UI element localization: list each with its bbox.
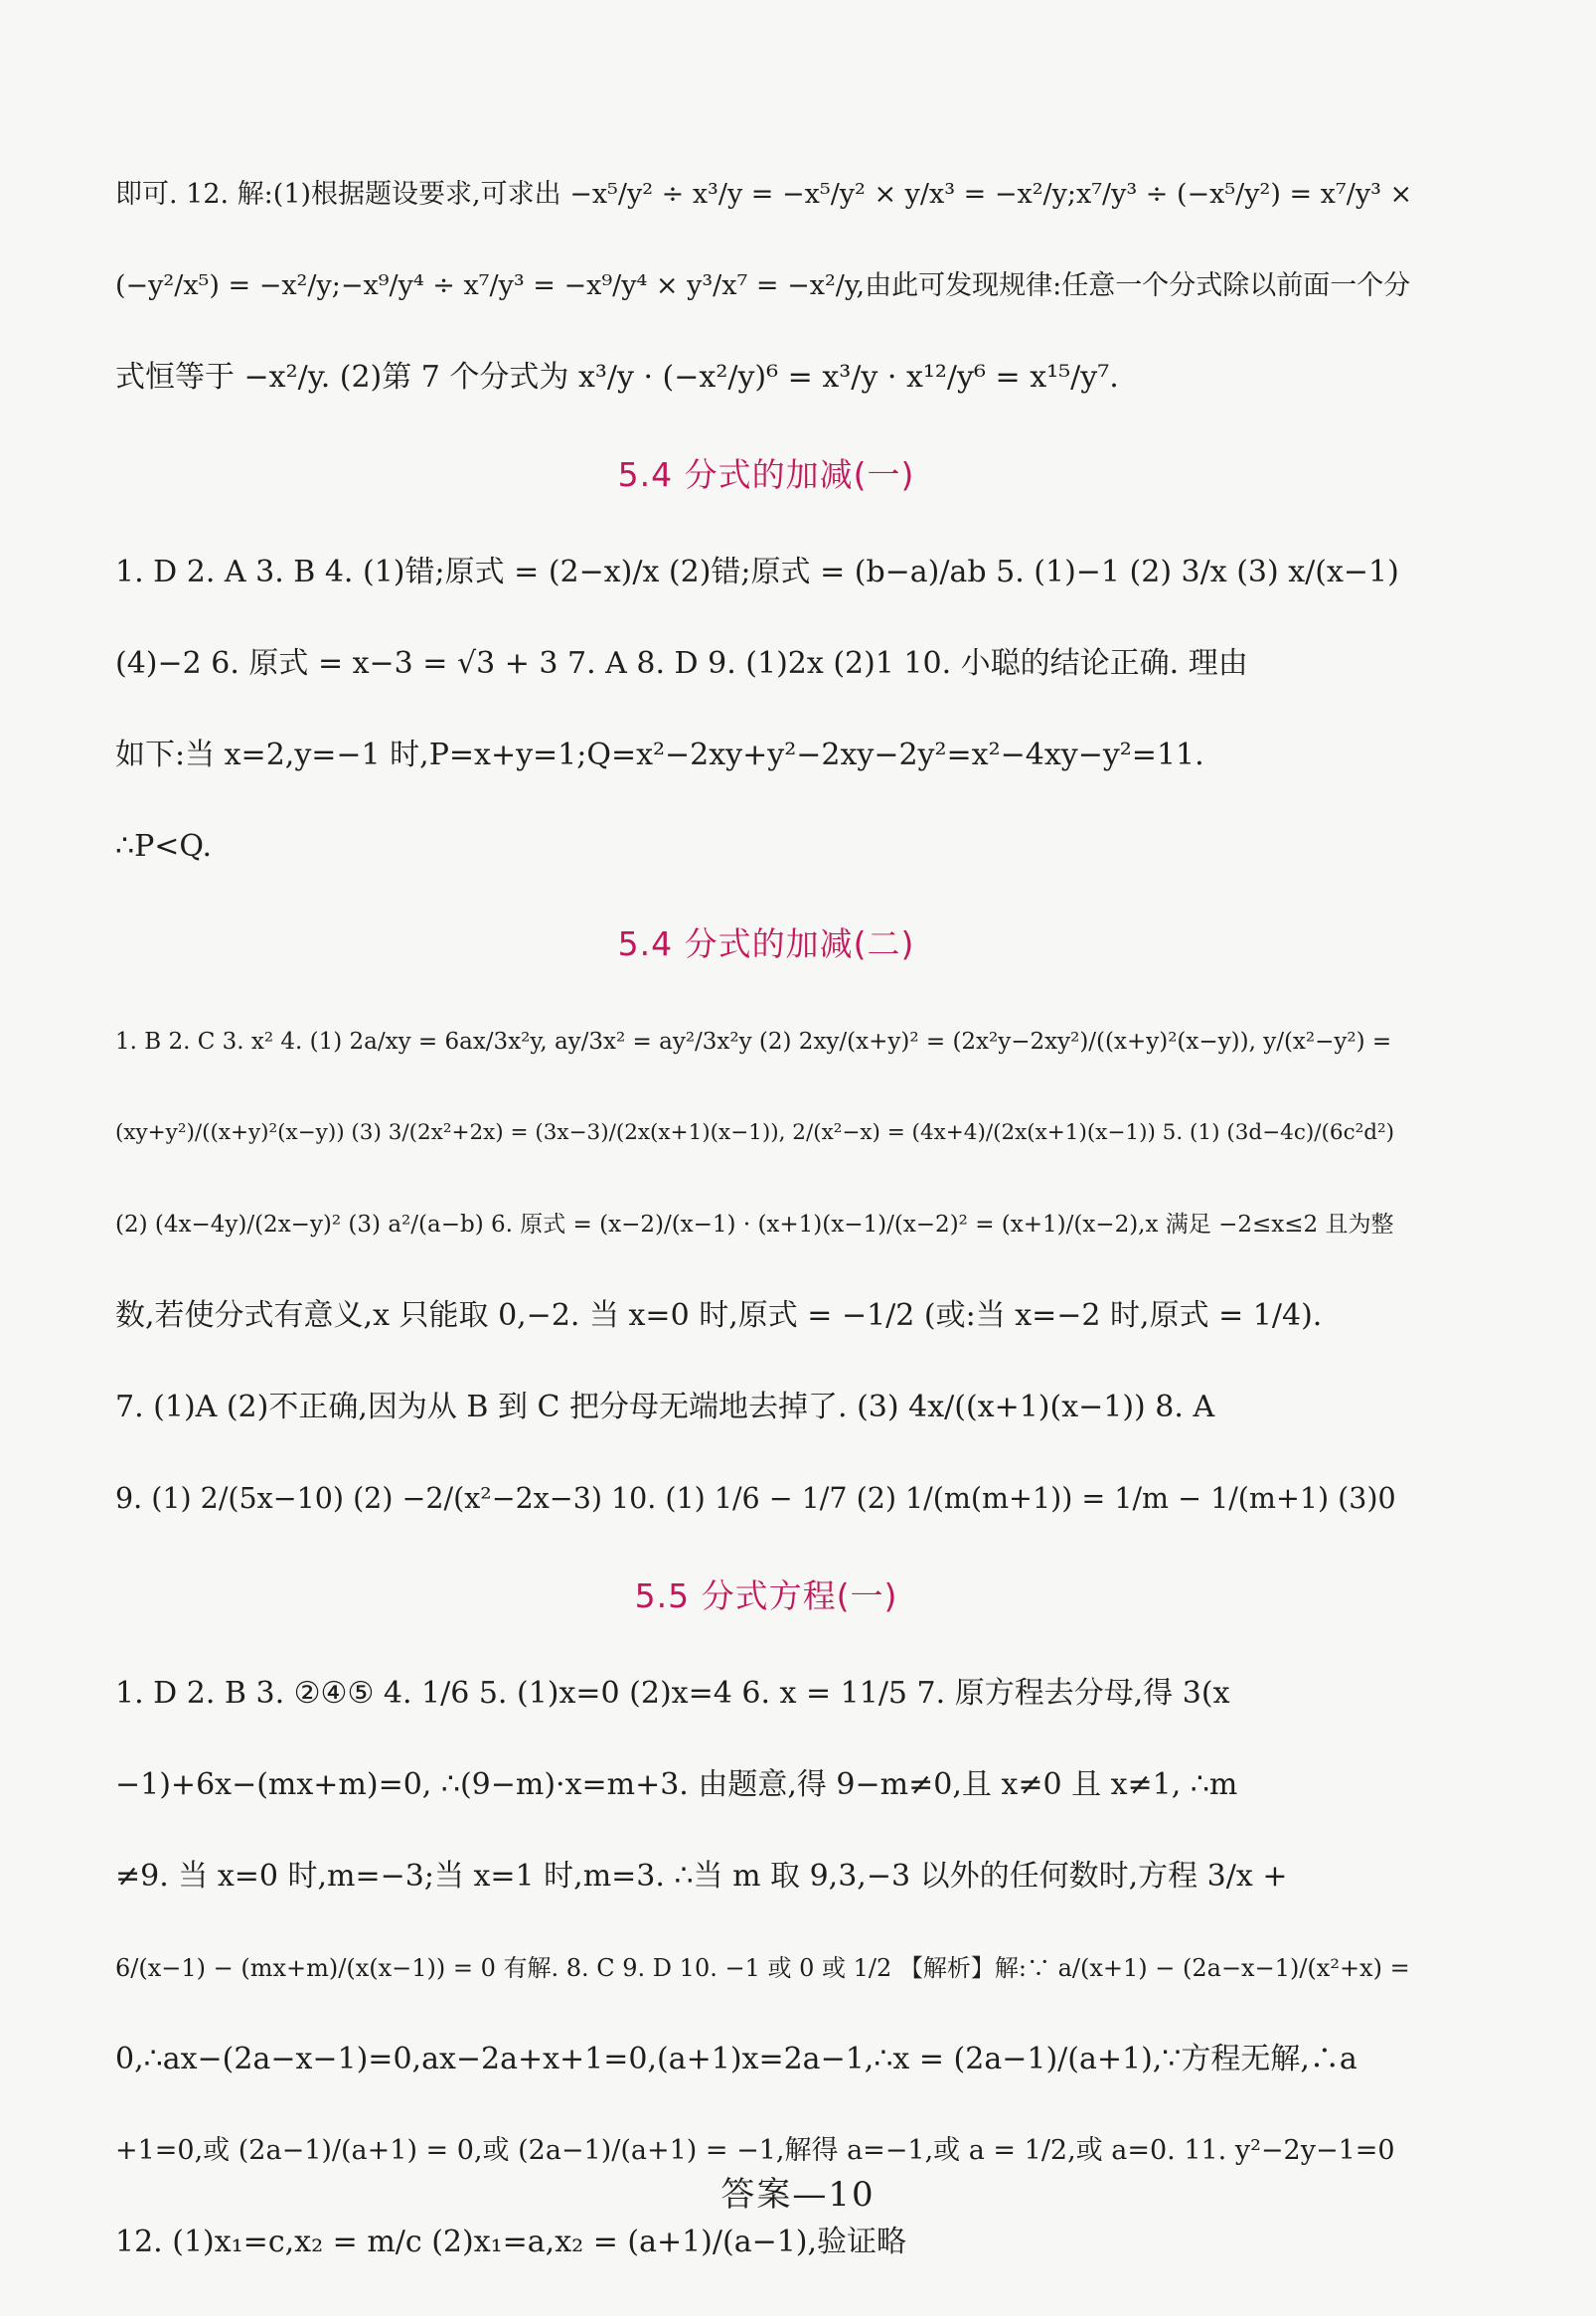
text-line: 7. (1)A (2)不正确,因为从 B 到 C 把分母无端地去掉了. (3) 4x/((x+1)(x−1)) 8. A [115, 1390, 1215, 1424]
section-title: 5.4 分式的加减(一) [617, 455, 915, 494]
text-line: 12. (1)x₁=c,x₂ = m/c (2)x₁=a,x₂ = (a+1)/(a−1),验证略 [115, 2225, 907, 2259]
text-line: (2) (4x−4y)/(2x−y)² (3) a²/(a−b) 6. 原式 = (x−2)/(x−1) · (x+1)(x−1)/(x−2)² = (x+1)/(x−2),x 满足 −2≤x≤2 且为整 [115, 1212, 1394, 1238]
text-line: (−y²/x⁵) = −x²/y;−x⁹/y⁴ ÷ x⁷/y³ = −x⁹/y⁴ × y³/x⁷ = −x²/y,由此可发现规律:任意一个分式除以前面一个分 [115, 270, 1411, 301]
text-line: 1. B 2. C 3. x² 4. (1) 2a/xy = 6ax/3x²y, ay/3x² = ay²/3x²y (2) 2xy/(x+y)² = (2x²y−2xy²)/((x+y)²(x−y)), y/(x²−y²) = [115, 1029, 1392, 1055]
text-line: (4)−2 6. 原式 = x−3 = √3 + 3 7. A 8. D 9. (1)2x (2)1 10. 小聪的结论正确. 理由 [115, 646, 1248, 681]
page-content [115, 149, 1417, 2288]
text-line: 数,若使分式有意义,x 只能取 0,−2. 当 x=0 时,原式 = −1/2 (或:当 x=−2 时,原式 = 1/4). [115, 1298, 1323, 1333]
text-line: ∴P<Q. [115, 829, 213, 864]
text-line: 即可. 12. 解:(1)根据题设要求,可求出 −x⁵/y² ÷ x³/y = −x⁵/y² × y/x³ = −x²/y;x⁷/y³ ÷ (−x⁵/y²) = x⁷/y³ × [115, 179, 1413, 210]
section-title: 5.5 分式方程(一) [634, 1576, 898, 1615]
section-title: 5.4 分式的加减(二) [617, 924, 915, 963]
text-line: 0,∴ax−(2a−x−1)=0,ax−2a+x+1=0,(a+1)x=2a−1,∴x = (2a−1)/(a+1),∵方程无解,∴a [115, 2042, 1357, 2076]
text-line: (xy+y²)/((x+y)²(x−y)) (3) 3/(2x²+2x) = (3x−3)/(2x(x+1)(x−1)), 2/(x²−x) = (4x+4)/(2x(x+1)(x−1)) 5. (1) (3d−4c)/(6c²d²) [115, 1120, 1395, 1145]
page-number: 答案—10 [720, 2175, 876, 2215]
text-line: +1=0,或 (2a−1)/(a+1) = 0,或 (2a−1)/(a+1) = −1,解得 a=−1,或 a = 1/2,或 a=0. 11. y²−2y−1=0 [115, 2135, 1395, 2166]
text-line: 1. D 2. B 3. ②④⑤ 4. 1/6 5. (1)x=0 (2)x=4 6. x = 11/5 7. 原方程去分母,得 3(x [115, 1676, 1230, 1711]
text-line: 式恒等于 −x²/y. (2)第 7 个分式为 x³/y · (−x²/y)⁶ = x³/y · x¹²/y⁶ = x¹⁵/y⁷. [115, 360, 1119, 395]
text-line: 如下:当 x=2,y=−1 时,P=x+y=1;Q=x²−2xy+y²−2xy−2y²=x²−4xy−y²=11. [115, 738, 1204, 772]
text-line: −1)+6x−(mx+m)=0, ∴(9−m)·x=m+3. 由题意,得 9−m≠0,且 x≠0 且 x≠1, ∴m [115, 1767, 1238, 1802]
text-line: 1. D 2. A 3. B 4. (1)错;原式 = (2−x)/x (2)错;原式 = (b−a)/ab 5. (1)−1 (2) 3/x (3) x/(x−1) [115, 555, 1399, 589]
text-line: 9. (1) 2/(5x−10) (2) −2/(x²−2x−3) 10. (1) 1/6 − 1/7 (2) 1/(m(m+1)) = 1/m − 1/(m+1) (3)0 [115, 1482, 1396, 1515]
text-line: 6/(x−1) − (mx+m)/(x(x−1)) = 0 有解. 8. C 9. D 10. −1 或 0 或 1/2 【解析】解:∵ a/(x+1) − (2a−x−1)/(x²+x) = [115, 1954, 1410, 1982]
text-line: ≠9. 当 x=0 时,m=−3;当 x=1 时,m=3. ∴当 m 取 9,3,−3 以外的任何数时,方程 3/x + [115, 1859, 1288, 1894]
